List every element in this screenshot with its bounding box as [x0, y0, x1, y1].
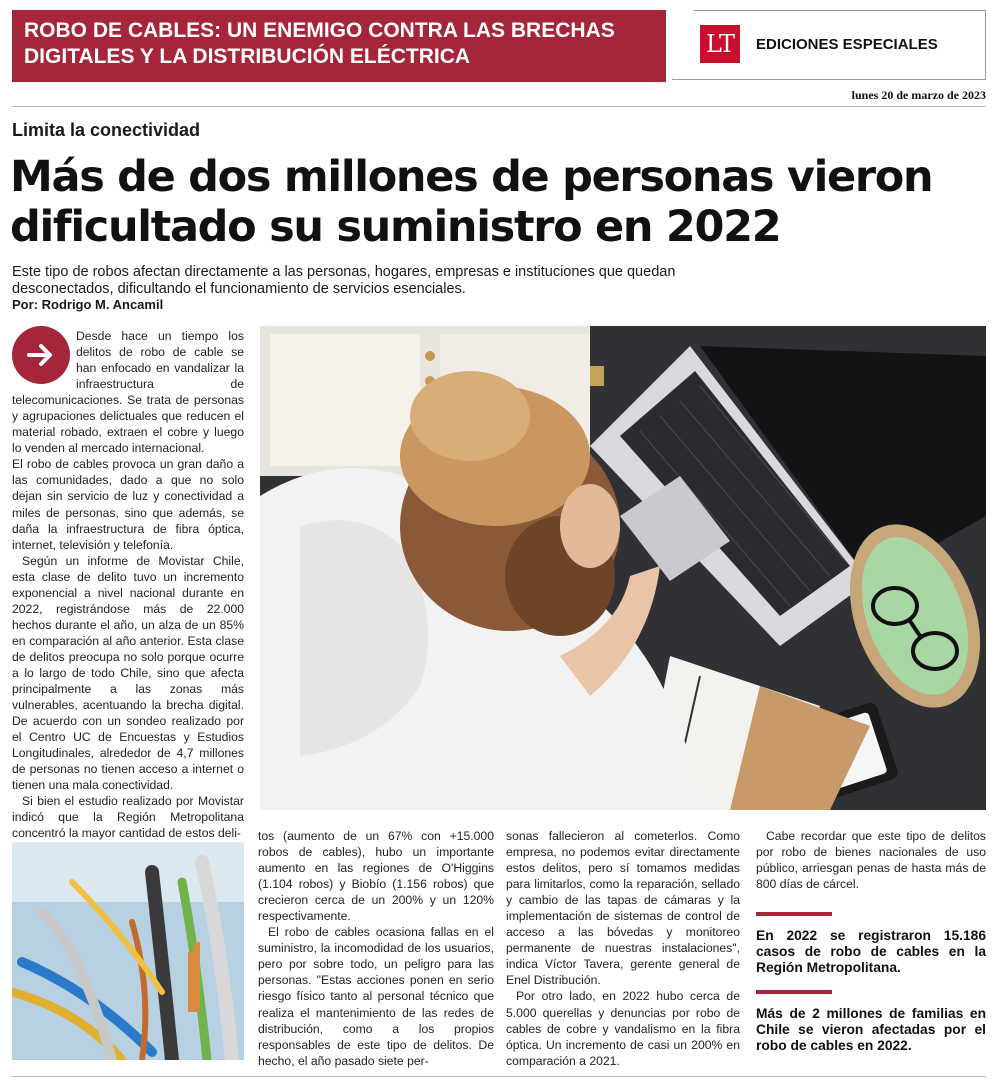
lead-marker — [12, 326, 70, 384]
article-column-3 — [506, 828, 740, 1069]
divider — [12, 106, 986, 107]
lt-logo: LT — [700, 25, 740, 63]
kicker: Limita la conectividad — [12, 120, 201, 140]
headline — [10, 152, 990, 252]
byline: Por: Rodrigo M. Ancamil — [12, 297, 164, 312]
divider — [12, 1076, 986, 1077]
paragraph: Según un informe de Movistar Chile, esta clase de delito tuvo un incremento exponencial a nivel nacional durante en 2022, registrándose más de 22.000 hechos durante el año, un alza de un 85% en comparación al año anterior. Esta clase de delitos preocupa no solo porque ocurre a lo largo de todo Chile, sino que afecta principalmente a las zonas más vulnerables, acentuando la brecha digital. De acuerdo con un sondeo realizado por el Centro UC de Encuestas y Estudios Longitudinales, alrededor de 4,7 millones de personas no tienen acceso a internet o tienen una mala conectividad. — [12, 553, 244, 793]
headline-line-1: Más de dos millones de personas vieron — [10, 152, 933, 202]
paragraph: El robo de cables provoca un gran daño a las comunidades, dado a que no solo dejan sin servicio de luz y conectividad a miles de personas, sino que además, se daña la infraestructura de fibra óptica, internet, televisión y telefonía. — [12, 457, 244, 552]
paragraph: tos (aumento de un 67% con +15.000 robos de cables), hubo un importante aumento en las regiones de O'Higgins (1.104 robos) y Biobío (1.156 robos) que crecieron cerca de un 200% y un 120% respectivamente. — [258, 829, 494, 924]
dek: Este tipo de robos afectan directamente a las personas, hogares, empresas e instituciones que quedan desconectados, dificultando el funcionamiento de servicios esenciales. — [12, 264, 676, 297]
paragraph: Por otro lado, en 2022 hubo cerca de 5.000 querellas y denuncias por robo de cables de cobre y vandalismo en la fibra óptica. Un incremento de casi un 200% en comparación a 2021. — [506, 989, 740, 1068]
highlight-stat-1: En 2022 se registraron 15.186 casos de robo de cables en la Región Metropolitana. — [756, 928, 986, 976]
paragraph: Si bien el estudio realizado por Movistar indicó que la Región Metropolitana concentró la mayor cantidad de estos deli- — [12, 794, 244, 841]
paragraph: Desde hace un tiempo los delitos de robo de cable se han enfocado en vandalizar la infraestructura de telecomunicaciones. Se trata de personas y agrupaciones delictuales que reducen el material robado, extraen el cobre y luego lo venden al mercado internacional. — [12, 329, 244, 456]
cables-photo — [12, 842, 244, 1060]
banner-line-1: ROBO DE CABLES: UN ENEMIGO CONTRA LAS BRECHAS — [24, 19, 615, 42]
stressed-woman-at-desk-illustration — [260, 326, 986, 810]
publication-date: lunes 20 de marzo de 2023 — [851, 88, 986, 102]
banner-line-2: DIGITALES Y LA DISTRIBUCIÓN ELÉCTRICA — [24, 45, 471, 68]
paragraph: El robo de cables ocasiona fallas en el suministro, la incomodidad de los usuarios, pero por sobre todo, un peligro para las personas. "Estas acciones ponen en serio riesgo físico tanto al personal técnico que realiza el mantenimiento de las redes de distribución, como a los propios responsables de este tipo de delitos. De hecho, el año pasado siete per- — [258, 925, 494, 1068]
arrow-right-icon — [26, 340, 56, 370]
article-column-4 — [756, 828, 986, 1054]
headline-line-2: dificultado su suministro en 2022 — [10, 202, 781, 252]
paragraph: Cabe recordar que este tipo de delitos por robo de bienes nacionales de uso público, arriesgan penas de hasta más de 800 días de cárcel. — [756, 829, 986, 892]
paragraph: sonas fallecieron al cometerlos. Como empresa, no podemos evitar directamente estos delitos, pero sí tomamos medidas para limitarlos, como la reparación, sellado y cambio de las tapas de cámaras y la implementación de sistemas de control de acceso a las bóvedas y monitoreo permanente de nuestras instalaciones", indica Víctor Tavera, gerente general de Enel Distribución. — [506, 829, 740, 988]
main-photo — [260, 326, 986, 810]
article-column-1 — [12, 328, 244, 842]
cables-illustration — [12, 842, 244, 1060]
article-column-2 — [258, 828, 494, 1069]
highlight-stat-2: Más de 2 millones de familias en Chile se vieron afectadas por el robo de cables en 2022. — [756, 1006, 986, 1054]
section-label: EDICIONES ESPECIALES — [756, 36, 938, 53]
banner-title — [24, 18, 654, 70]
